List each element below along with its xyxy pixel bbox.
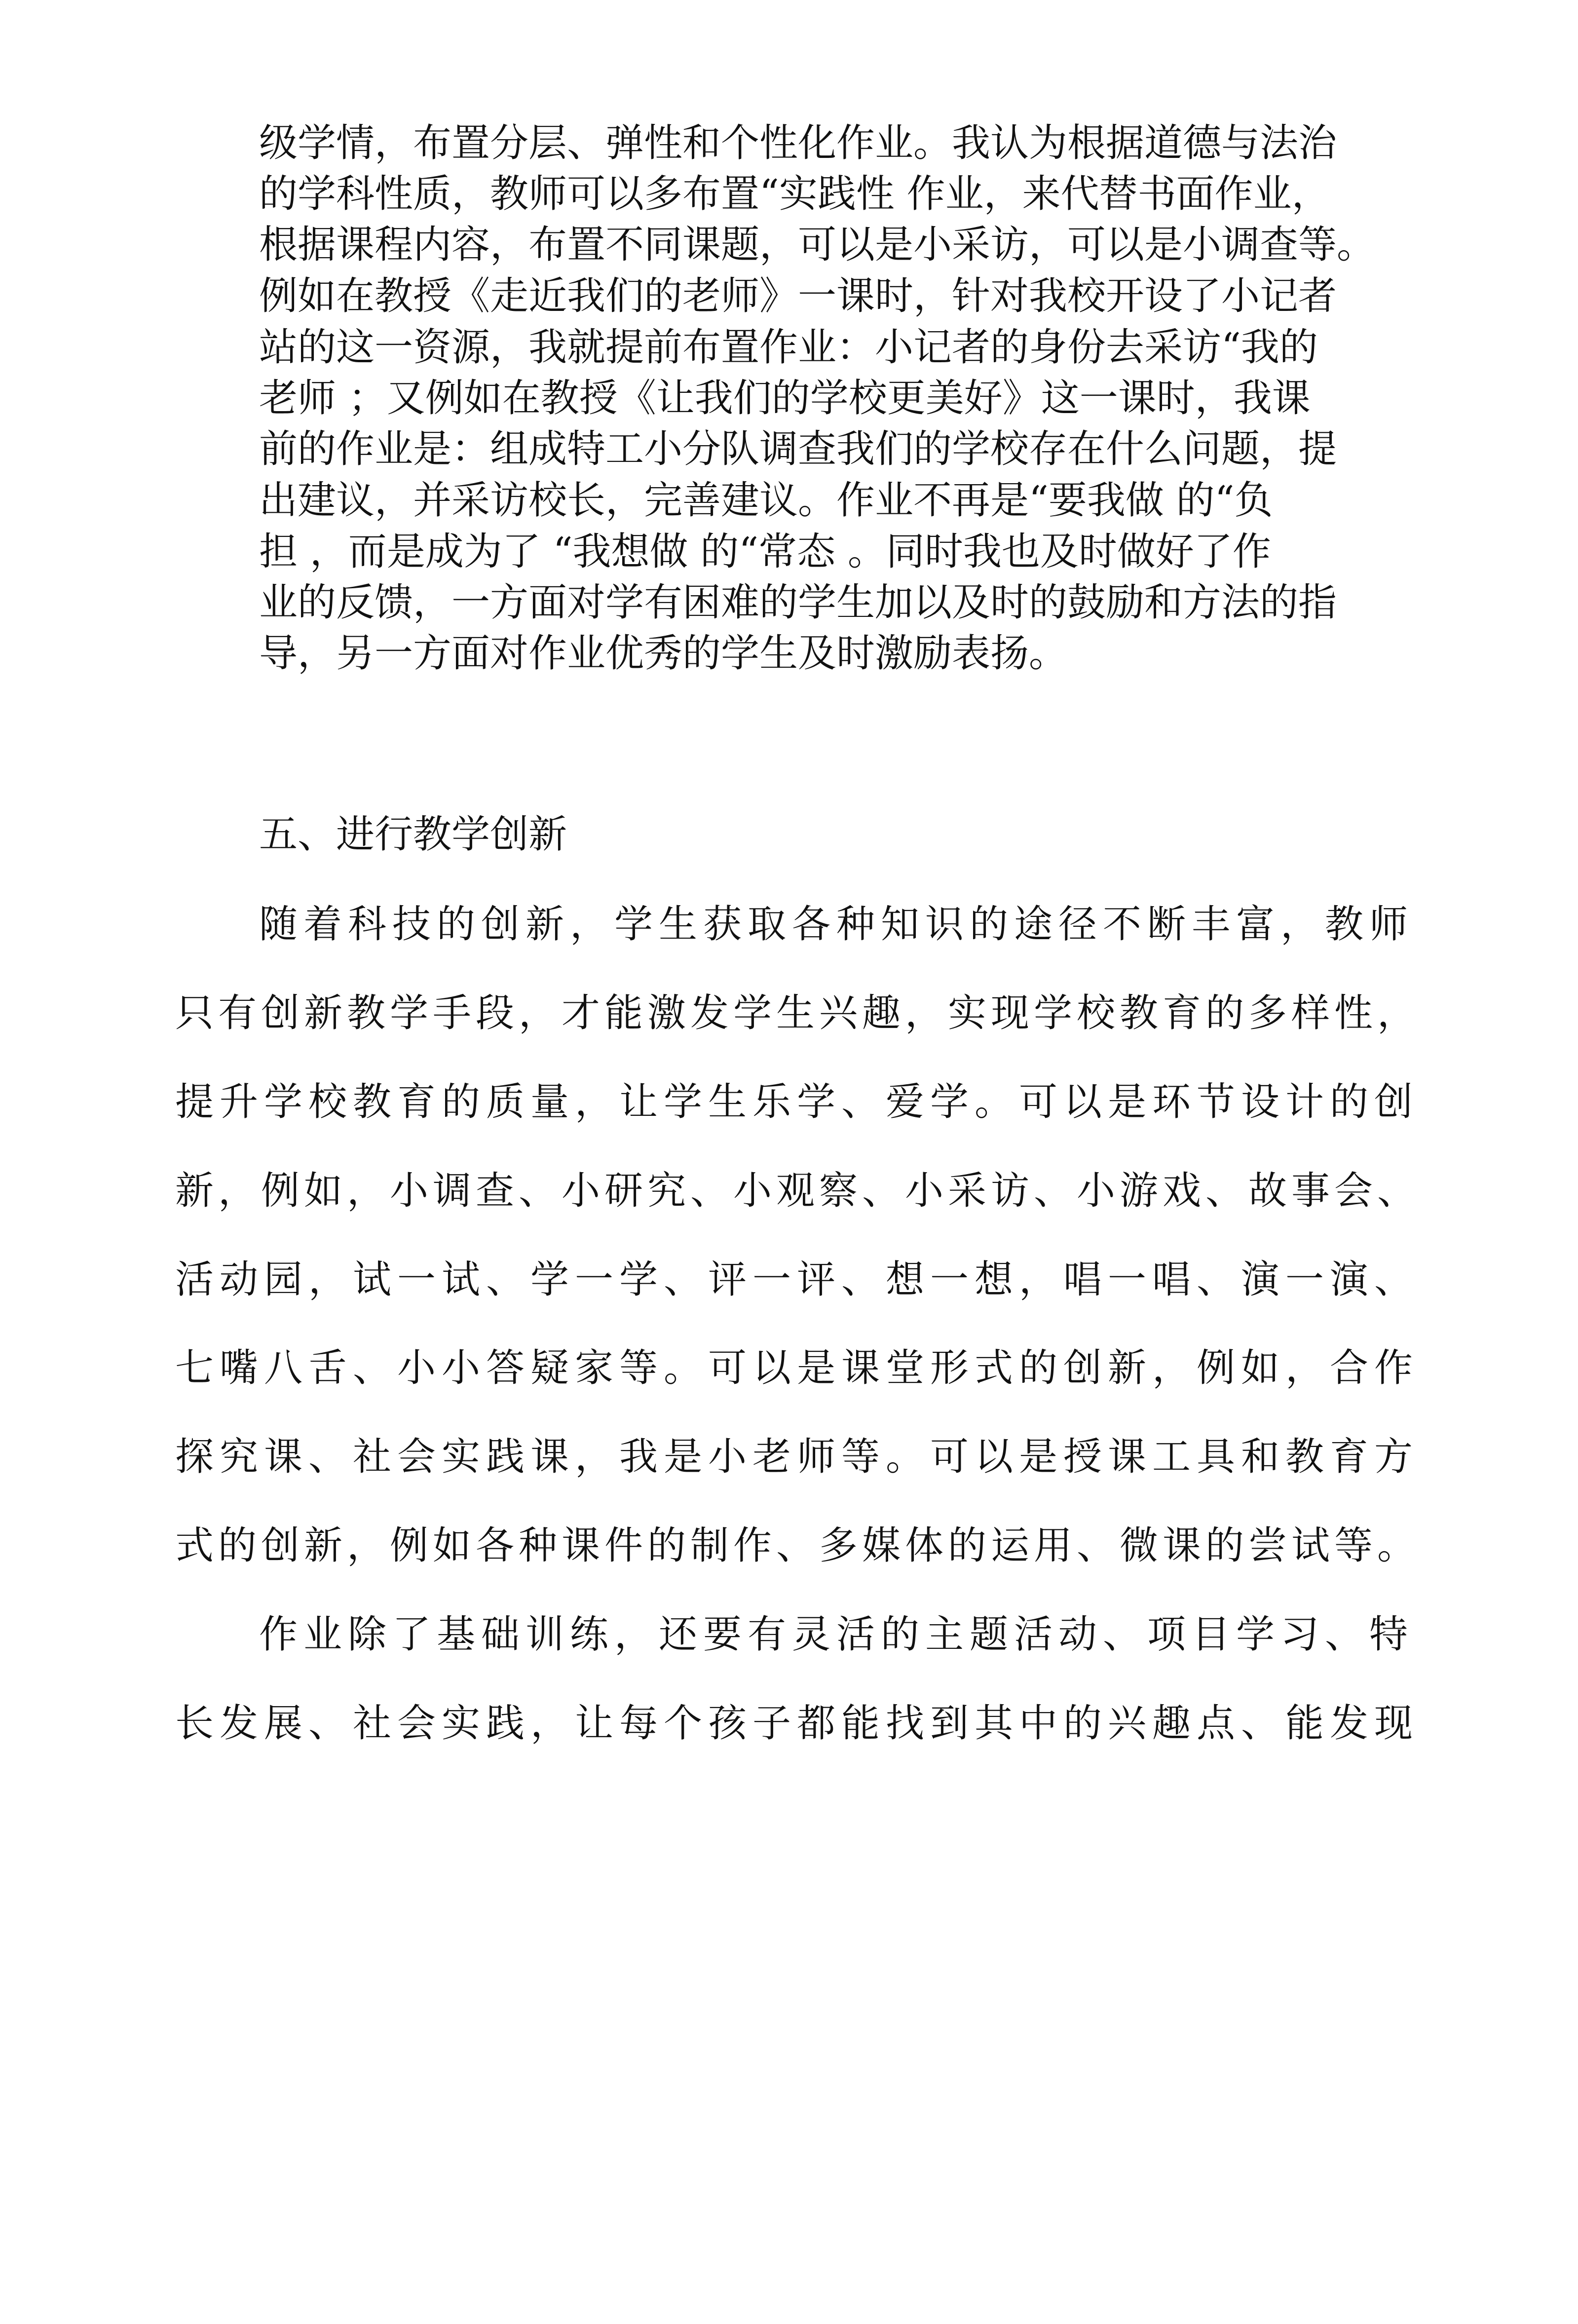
paragraph-line: 级学情，布置分层、弹性和个性化作业。我认为根据道德与法治 xyxy=(259,121,1337,165)
paragraph-line: 老师 ；又例如在教授《让我们的学校更美好》这一课时，我课 xyxy=(259,376,1311,420)
paragraph-line: 根据课程内容，布置不同课题，可以是小采访，可以是小调查等。 xyxy=(259,223,1376,267)
paragraph-line: 提升学校教育的质量，让学生乐学、爱学。可以是环节设计的创 xyxy=(175,1080,1419,1124)
paragraph-line: 例如在教授《走近我们的老师》一课时，针对我校开设了小记者 xyxy=(259,274,1337,318)
paragraph-line: 出建议，并采访校长，完善建议。作业不再是“要我做 的“负 xyxy=(259,478,1273,523)
paragraph-line: 导，另一方面对作业优秀的学生及时激励表扬。 xyxy=(259,631,1068,676)
paragraph-line: 的学科性质，教师可以多布置“实践性 作业，来代替书面作业， xyxy=(259,172,1330,216)
paragraph-line: 随着科技的创新，学生获取各种知识的途径不断丰富，教师 xyxy=(259,902,1414,947)
paragraph-line: 式的创新，例如各种课件的制作、多媒体的运用、微课的尝试等。 xyxy=(175,1524,1421,1568)
section-heading: 五、进行教学创新 xyxy=(259,812,567,857)
paragraph-line: 七嘴八舌、小小答疑家等。可以是课堂形式的创新，例如，合作 xyxy=(175,1346,1419,1390)
paragraph-line: 作业除了基础训练，还要有灵活的主题活动、项目学习、特 xyxy=(259,1612,1414,1657)
paragraph-line: 活动园，试一试、学一学、评一评、想一想，唱一唱、演一演、 xyxy=(175,1257,1419,1302)
paragraph-line: 业的反馈，一方面对学有困难的学生加以及时的鼓励和方法的指 xyxy=(259,580,1337,625)
paragraph-line: 长发展、社会实践，让每个孩子都能找到其中的兴趣点、能发现 xyxy=(175,1701,1419,1746)
paragraph-line: 站的这一资源，我就提前布置作业：小记者的身份去采访“我的 xyxy=(259,325,1318,370)
paragraph-line: 担 ，而是成为了 “我想做 的“常态 。同时我也及时做好了作 xyxy=(259,530,1271,574)
paragraph-line: 新，例如，小调查、小研究、小观察、小采访、小游戏、故事会、 xyxy=(175,1169,1421,1213)
paragraph-line: 前的作业是：组成特工小分队调查我们的学校存在什么问题，提 xyxy=(259,427,1337,471)
paragraph-line: 探究课、社会实践课，我是小老师等。可以是授课工具和教育方 xyxy=(175,1435,1419,1479)
paragraph-line: 只有创新教学手段，才能激发学生兴趣，实现学校教育的多样性， xyxy=(175,991,1421,1035)
